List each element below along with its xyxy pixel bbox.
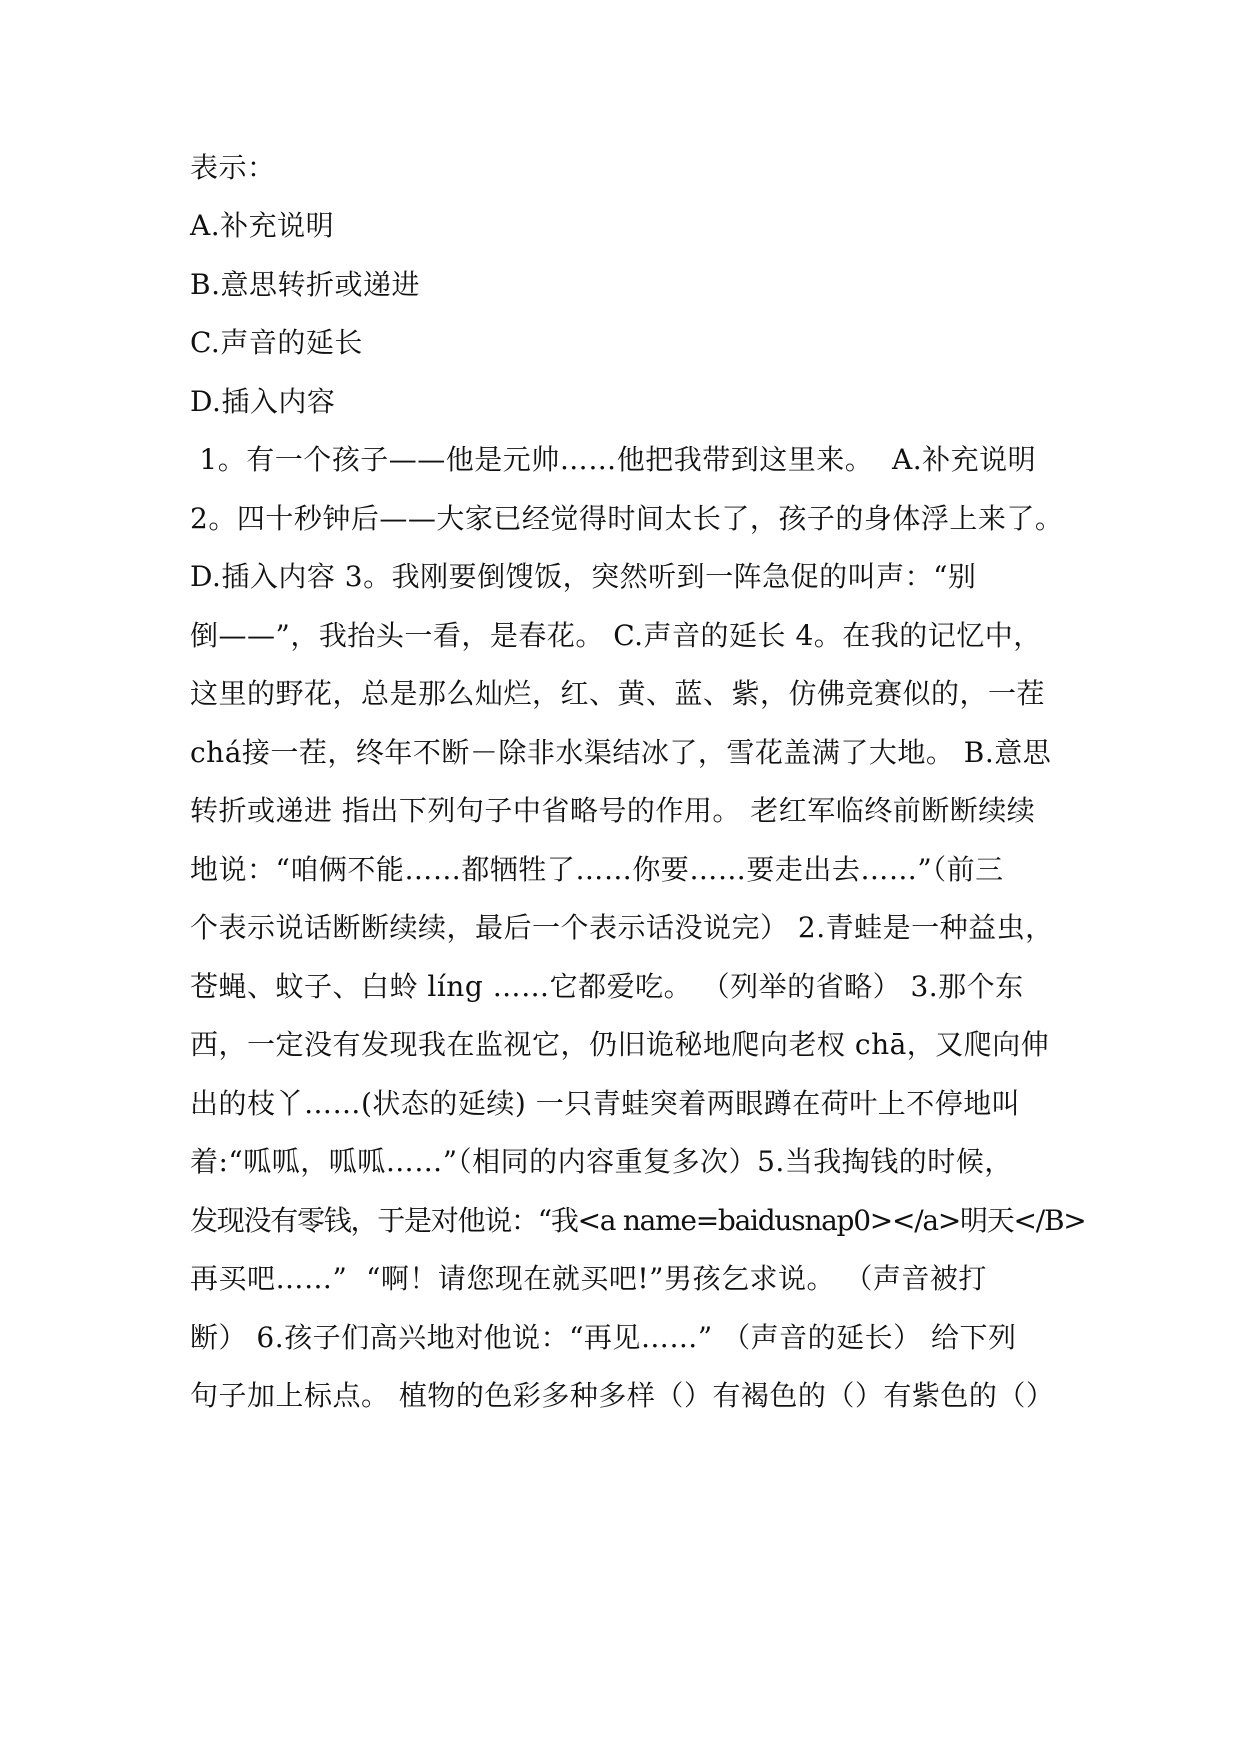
text-line: 1。有一个孩子——他是元帅……他把我带到这里来。 A.补充说明 <box>190 443 1037 476</box>
text-line: 倒——”，我抬头一看，是春花。 C.声音的延长 4。在我的记忆中， <box>190 619 1042 652</box>
text-line: 地说：“咱俩不能……都牺牲了……你要……要走出去……”（前三 <box>190 853 1004 886</box>
text-line: 2。四十秒钟后——大家已经觉得时间太长了，孩子的身体浮上来了。 <box>190 502 1064 535</box>
text-line: 表示： <box>190 151 276 184</box>
text-line: 苍蝇、蚊子、白蛉 líng ……它都爱吃。 （列举的省略） 3.那个东 <box>190 970 1024 1003</box>
text-line: D.插入内容 3。我刚要倒馊饭，突然听到一阵急促的叫声：“别 <box>190 560 977 593</box>
text-line: 断） 6.孩子们高兴地对他说：“再见……” （声音的延长） 给下列 <box>190 1321 1017 1354</box>
text-line: chá接一茬，终年不断－除非水渠结冰了，雪花盖满了大地。 B.意思 <box>190 736 1052 769</box>
text-line: 着:“呱呱，呱呱……”（相同的内容重复多次）5.当我掏钱的时候， <box>190 1145 1013 1178</box>
text-line: 发现没有零钱，于是对他说：“我<a name=baidusnap0></a>明天</B> <box>190 1204 1086 1237</box>
text-line: B.意思转折或递进 <box>190 268 420 301</box>
text-line: A.补充说明 <box>190 209 335 242</box>
text-line: 转折或递进 指出下列句子中省略号的作用。 老红军临终前断断续续 <box>190 794 1036 827</box>
text-line: 西，一定没有发现我在监视它，仍旧诡秘地爬向老杈 chā，又爬向伸 <box>190 1028 1050 1061</box>
text-line: 句子加上标点。 植物的色彩多种多样（）有褐色的（）有紫色的（） <box>190 1379 1055 1412</box>
text-line: D.插入内容 <box>190 385 336 418</box>
text-line: 这里的野花，总是那么灿烂，红、黄、蓝、紫，仿佛竞赛似的，一茬 <box>190 677 1046 710</box>
text-line: 出的枝丫……(状态的延续) 一只青蛙突着两眼蹲在荷叶上不停地叫 <box>190 1087 1021 1120</box>
text-line: 再买吧……” “啊！请您现在就买吧!”男孩乞求说。 （声音被打 <box>190 1262 987 1295</box>
text-line: 个表示说话断断续续，最后一个表示话没说完） 2.青蛙是一种益虫， <box>190 911 1054 944</box>
text-line: C.声音的延长 <box>190 326 363 359</box>
